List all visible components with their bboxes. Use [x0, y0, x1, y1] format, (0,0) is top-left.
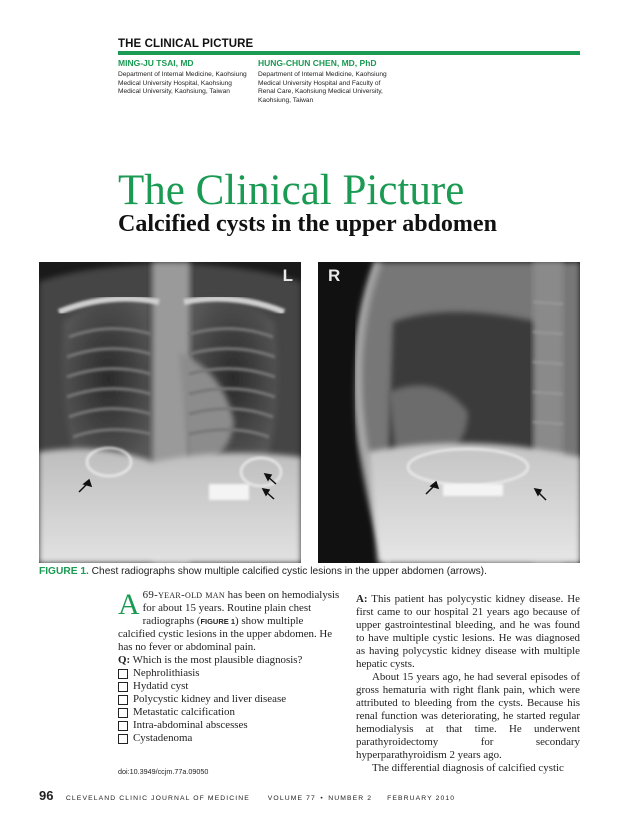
intro-text: has been on hemodialysis for about 15 years. Routine plain chest radiographs (: [142, 589, 340, 627]
issue-date: FEBRUARY 2010: [387, 795, 456, 802]
right-column: [356, 593, 580, 775]
affiliation-line: Department of Internal Medicine, Kaohsiung: [258, 71, 387, 78]
option-label: Cystadenoma: [133, 732, 193, 744]
chest-xray-lateral-image: [318, 262, 580, 563]
affiliation-line: Department of Internal Medicine, Kaohsiung: [118, 71, 247, 78]
affiliation-line: Medical University Hospital and Faculty of: [258, 79, 381, 87]
option-item[interactable]: [118, 693, 340, 706]
author-1: [118, 58, 258, 97]
author-affiliation: [258, 71, 408, 105]
journal-name: CLEVELAND CLINIC JOURNAL OF MEDICINE: [65, 795, 250, 802]
footer-spacer: [254, 795, 263, 802]
figure-caption: [39, 566, 487, 577]
answer-label: A:: [356, 593, 368, 605]
intro-text: ) show multiple calcified cystic lesions in the upper abdomen. He has no fever or abdominal pain.: [118, 615, 333, 653]
header-rule: [118, 51, 580, 55]
case-intro: [118, 589, 340, 654]
side-marker-l: L: [282, 266, 293, 285]
differential-paragraph: The differential diagnosis of calcified cystic: [372, 762, 564, 774]
option-item[interactable]: [118, 719, 340, 732]
option-label: Nephrolithiasis: [133, 667, 200, 679]
footer-separator: •: [320, 795, 324, 802]
footer-spacer: [377, 795, 383, 802]
author-2: [258, 58, 408, 105]
checkbox-icon[interactable]: [118, 669, 128, 679]
author-name: MING-JU TSAI, MD: [118, 58, 194, 68]
figure-caption-text: Chest radiographs show multiple calcified cystic lesions in the upper abdomen (arrows).: [91, 566, 487, 577]
lead-in: 69-year-old man: [142, 589, 225, 601]
figure-label: FIGURE 1.: [39, 566, 89, 577]
checkbox-icon[interactable]: [118, 682, 128, 692]
issue-number: NUMBER 2: [328, 795, 373, 802]
answer-options: [118, 667, 340, 745]
figure-reference: FIGURE 1: [200, 617, 236, 626]
question-label: Q:: [118, 654, 131, 666]
checkbox-icon[interactable]: [118, 708, 128, 718]
side-marker-r: R: [328, 266, 341, 285]
doi: doi:10.3949/ccjm.77a.09050: [118, 767, 209, 776]
section-label: THE CLINICAL PICTURE: [118, 38, 254, 50]
option-item[interactable]: [118, 706, 340, 719]
chest-xray-pa-image: [39, 262, 301, 563]
affiliation-line: Kaohsiung, Taiwan: [258, 96, 314, 104]
answer-text: This patient has polycystic kidney disease. He first came to our hospital 21 years ago because of upper gastrointestinal bleeding, and he was found to have multiple cystic lesions. He was diagnosed as having polycystic kidney disease with multiple hepatic cysts.: [356, 593, 580, 670]
article-title: The Clinical Picture: [118, 167, 465, 214]
option-item[interactable]: [118, 732, 340, 745]
volume: VOLUME 77: [267, 795, 316, 802]
option-label: Intra-abdominal abscesses: [133, 719, 248, 731]
option-item[interactable]: [118, 667, 340, 680]
article-subtitle: Calcified cysts in the upper abdomen: [118, 211, 497, 237]
page-number: 96: [39, 788, 54, 803]
page-footer: [39, 787, 455, 805]
option-item[interactable]: [118, 680, 340, 693]
affiliation-line: Medical University Hospital, Kaohsiung: [118, 79, 232, 87]
question-text: Which is the most plausible diagnosis?: [130, 654, 303, 666]
author-name: HUNG-CHUN CHEN, MD, PhD: [258, 58, 377, 68]
option-label: Metastatic calcification: [133, 706, 235, 718]
checkbox-icon[interactable]: [118, 734, 128, 744]
author-affiliation: [118, 71, 258, 97]
checkbox-icon[interactable]: [118, 695, 128, 705]
checkbox-icon[interactable]: [118, 721, 128, 731]
answer-paragraph: [356, 593, 580, 671]
history-paragraph: About 15 years ago, he had several episodes of gross hematuria with right flank pain, which were attributed to bleeding from the cysts. Because his renal function was deteriorating, he started regular hemodialysis at that time. He underwent parathyroidectomy for secondary hyperparathyroidism 2 years ago.: [356, 671, 580, 761]
drop-cap: A: [118, 588, 140, 621]
affiliation-line: Medical University, Kaohsiung, Taiwan: [118, 88, 230, 96]
option-label: Polycystic kidney and liver disease: [133, 693, 287, 705]
option-label: Hydatid cyst: [133, 680, 189, 692]
question: [118, 654, 340, 667]
affiliation-line: Renal Care, Kaohsiung Medical University,: [258, 88, 383, 96]
left-column: [118, 589, 340, 745]
